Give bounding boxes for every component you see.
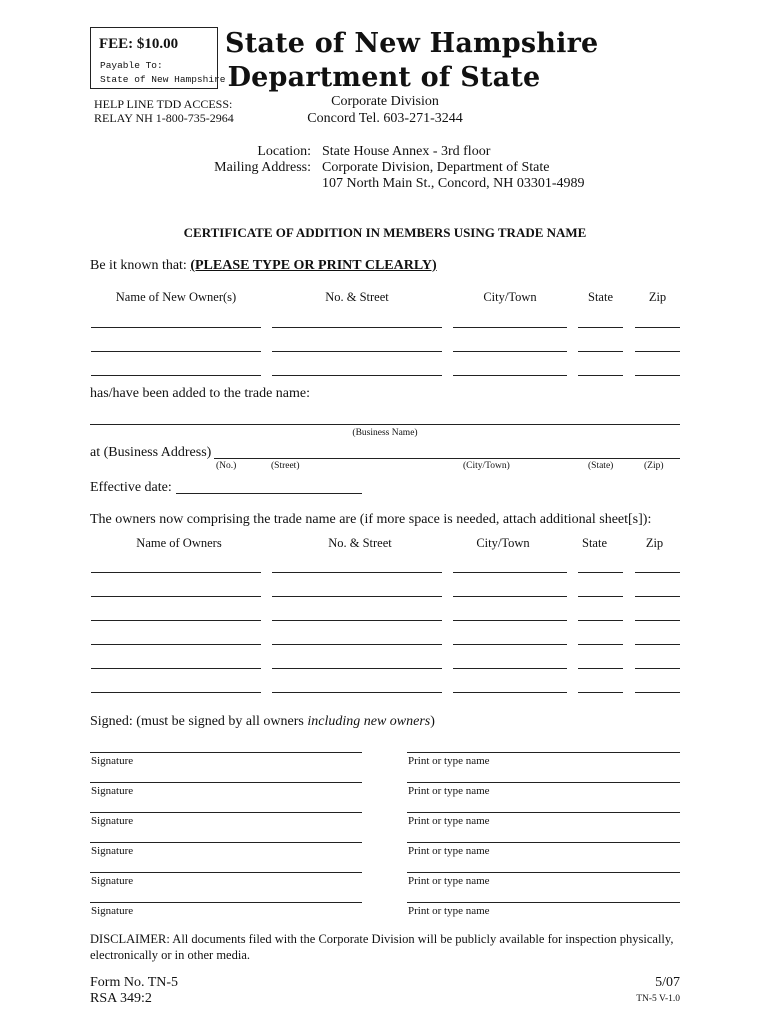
owner-name-field[interactable] (91, 596, 261, 597)
owners-now-label: The owners now comprising the trade name are (if more space is needed, attach additional sheet[s]): (90, 512, 652, 527)
new-owner-col-state: State (588, 290, 613, 304)
business-name-field[interactable] (90, 424, 680, 425)
helpline-label: HELP LINE TDD ACCESS: (94, 97, 233, 111)
owner-state-field[interactable] (578, 596, 623, 597)
owner-city-field[interactable] (453, 692, 567, 693)
owner-street-field[interactable] (272, 644, 442, 645)
print-name-field[interactable] (407, 812, 680, 813)
owner-name-field[interactable] (91, 620, 261, 621)
disclaimer: DISCLAIMER: All documents filed with the Corporate Division will be publicly available for inspection physically, electronically or in other media. (90, 932, 674, 962)
print-name-label: Print or type name (408, 785, 490, 797)
new-owner-col-zip: Zip (648, 290, 667, 304)
signed-label-suffix: ) (430, 714, 435, 729)
business-name-caption: (Business Name) (352, 428, 418, 438)
payee-name: State of New Hampshire (100, 74, 226, 85)
mailing-line1: Corporate Division, Department of State (322, 160, 550, 175)
owner-state-field[interactable] (578, 668, 623, 669)
intro-line (90, 258, 437, 274)
owner-name-field[interactable] (91, 572, 261, 573)
owner-name-field[interactable] (91, 668, 261, 669)
fee-box (90, 27, 226, 89)
print-name-field[interactable] (407, 902, 680, 903)
signature-label: Signature (91, 785, 134, 797)
new-owner-col-name: Name of New Owner(s) (115, 290, 237, 304)
new-owner-zip-field[interactable] (635, 351, 680, 352)
print-name-field[interactable] (407, 872, 680, 873)
owners-col-state: State (582, 536, 607, 550)
new-owner-state-field[interactable] (578, 327, 623, 328)
owner-city-field[interactable] (453, 668, 567, 669)
mailing-label: Mailing Address: (214, 160, 311, 175)
location-label: Location: (257, 144, 311, 159)
form-title: CERTIFICATE OF ADDITION IN MEMBERS USING TRADE NAME (183, 225, 587, 240)
print-name-field[interactable] (407, 752, 680, 753)
owner-state-field[interactable] (578, 572, 623, 573)
print-name-field[interactable] (407, 782, 680, 783)
form-number: Form No. TN-5 (90, 975, 179, 990)
form-version: TN-5 V-1.0 (636, 994, 680, 1004)
effective-date-field[interactable] (176, 493, 362, 494)
address-caption-city: (City/Town) (463, 461, 510, 471)
new-owner-name-field[interactable] (91, 375, 261, 376)
new-owner-city-field[interactable] (453, 375, 567, 376)
owner-state-field[interactable] (578, 692, 623, 693)
mailing-line2: 107 North Main St., Concord, NH 03301-4989 (322, 176, 585, 191)
print-name-label: Print or type name (408, 905, 490, 917)
owner-state-field[interactable] (578, 620, 623, 621)
print-name-field[interactable] (407, 842, 680, 843)
new-owner-street-field[interactable] (272, 375, 442, 376)
rsa-reference: RSA 349:2 (90, 991, 152, 1006)
fee-amount: FEE: $10.00 (99, 36, 179, 52)
owner-street-field[interactable] (272, 668, 442, 669)
division-phone: Concord Tel. 603-271-3244 (307, 111, 463, 126)
print-name-label: Print or type name (408, 845, 490, 857)
owners-col-name: Name of Owners (136, 536, 222, 550)
owner-name-field[interactable] (91, 644, 261, 645)
owners-col-street: No. & Street (328, 536, 392, 550)
trade-name-label: has/have been added to the trade name: (90, 386, 311, 401)
new-owner-state-field[interactable] (578, 375, 623, 376)
location-value: State House Annex - 3rd floor (322, 144, 491, 159)
new-owner-name-field[interactable] (91, 327, 261, 328)
signature-label: Signature (91, 875, 134, 887)
print-name-label: Print or type name (408, 875, 490, 887)
owner-zip-field[interactable] (635, 596, 680, 597)
business-address-label: at (Business Address) (90, 445, 212, 460)
signed-label-italic: including new owners (307, 714, 431, 729)
owner-name-field[interactable] (91, 692, 261, 693)
new-owner-name-field[interactable] (91, 351, 261, 352)
owner-city-field[interactable] (453, 620, 567, 621)
signature-field[interactable] (90, 752, 362, 753)
new-owner-col-city: City/Town (483, 290, 537, 304)
address-caption-street: (Street) (271, 461, 300, 471)
new-owner-street-field[interactable] (272, 351, 442, 352)
owner-city-field[interactable] (453, 596, 567, 597)
signature-label: Signature (91, 845, 134, 857)
payable-to-label: Payable To: (100, 60, 163, 71)
new-owner-col-street: No. & Street (325, 290, 389, 304)
signature-field[interactable] (90, 812, 362, 813)
new-owner-street-field[interactable] (272, 327, 442, 328)
signed-label (90, 714, 435, 730)
address-caption-state: (State) (588, 461, 614, 471)
owner-street-field[interactable] (272, 596, 442, 597)
owners-col-zip: Zip (645, 536, 664, 550)
owner-street-field[interactable] (272, 692, 442, 693)
signature-field[interactable] (90, 902, 362, 903)
new-owner-zip-field[interactable] (635, 375, 680, 376)
intro-emphasis: (PLEASE TYPE OR PRINT CLEARLY) (190, 258, 437, 273)
owner-street-field[interactable] (272, 620, 442, 621)
address-caption-no: (No.) (216, 461, 237, 471)
signature-field[interactable] (90, 842, 362, 843)
signature-field[interactable] (90, 782, 362, 783)
effective-date-label: Effective date: (90, 480, 172, 495)
intro-prefix: Be it known that: (90, 258, 187, 273)
print-name-label: Print or type name (408, 755, 490, 767)
signature-label: Signature (91, 905, 134, 917)
owner-city-field[interactable] (453, 644, 567, 645)
owner-state-field[interactable] (578, 644, 623, 645)
division-name: Corporate Division (331, 94, 439, 109)
owner-zip-field[interactable] (635, 620, 680, 621)
print-name-label: Print or type name (408, 815, 490, 827)
new-owner-state-field[interactable] (578, 351, 623, 352)
owner-zip-field[interactable] (635, 692, 680, 693)
owner-street-field[interactable] (272, 572, 442, 573)
signature-label: Signature (91, 815, 134, 827)
address-caption-zip: (Zip) (644, 461, 664, 471)
owner-zip-field[interactable] (635, 644, 680, 645)
signature-label: Signature (91, 755, 134, 767)
owner-zip-field[interactable] (635, 668, 680, 669)
new-owner-city-field[interactable] (453, 327, 567, 328)
owner-city-field[interactable] (453, 572, 567, 573)
helpline-number: RELAY NH 1-800-735-2964 (94, 111, 234, 125)
owners-col-city: City/Town (476, 536, 530, 550)
signature-field[interactable] (90, 872, 362, 873)
department-title: Department of State (227, 62, 541, 93)
owner-zip-field[interactable] (635, 572, 680, 573)
state-title: State of New Hampshire (225, 28, 599, 59)
new-owner-zip-field[interactable] (635, 327, 680, 328)
form-date: 5/07 (655, 975, 680, 990)
new-owner-city-field[interactable] (453, 351, 567, 352)
business-address-field[interactable] (214, 458, 680, 459)
signed-label-prefix: Signed: (must be signed by all owners (90, 714, 308, 729)
